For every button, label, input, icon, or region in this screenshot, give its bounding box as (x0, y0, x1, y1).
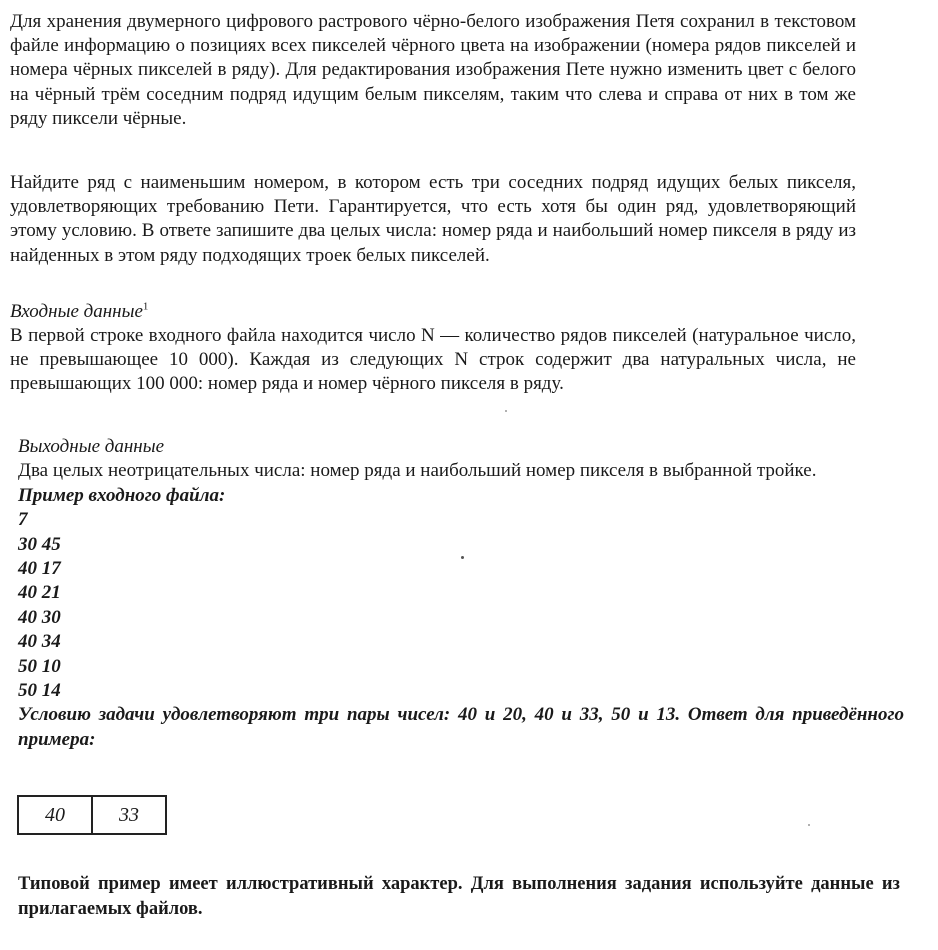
answer-row (18, 796, 166, 834)
example-line: 30 45 (18, 533, 61, 555)
input-description: В первой строке входного файла находится число N — количество рядов пикселей (натуральное число, не превышающее 10 000). Каждая из следующих N строк содержит два натуральных числа, не превышающих 100 000: номер ряда и номер чёрного пикселя в ряду. (10, 325, 856, 395)
example-line: 40 21 (18, 582, 61, 604)
example-line: 7 (18, 509, 28, 531)
example-heading: Пример входного файла: (18, 484, 226, 506)
output-heading: Выходные данные (18, 436, 165, 457)
scan-speck (461, 556, 464, 559)
footnote-mark: 1 (142, 300, 149, 313)
task-paragraph-2: Найдите ряд с наименьшим номером, в котором есть три соседних подряд идущих белых пикселя, удовлетворяющих требованию Пети. Гарантируется, что есть хотя бы один ряд, удовлетворяющий этому условию. В ответе запишите два целых числа: номер ряда и наибольший номер пикселя в ряду из найденных в этом ряду подходящих троек белых пикселей. (10, 172, 856, 266)
task-paragraph-1: Для хранения двумерного цифрового растрового чёрно-белого изображения Петя сохранил в текстовом файле информацию о позициях всех пикселей чёрного цвета на изображении (номера рядов пикселей и номера чёрных пикселей в ряду). Для редактирования изображения Пете нужно изменить цвет с белого на чёрный трём соседним подряд идущим белым пикселям, таким что слева и справа от них в том же ряду пиксели чёрные. (10, 11, 856, 129)
answer-table (17, 795, 167, 835)
example-line: 50 14 (18, 680, 61, 702)
output-section (18, 435, 904, 752)
example-line: 40 17 (18, 558, 61, 580)
answer-pixel-number: 33 (92, 796, 166, 834)
example-note: Условию задачи удовлетворяют три пары чисел: 40 и 20, 40 и 33, 50 и 13. Ответ для приведённого примера: (18, 704, 904, 750)
example-line: 40 34 (18, 631, 61, 653)
input-heading-text: Входные данные (10, 301, 143, 322)
example-line: 40 30 (18, 606, 61, 628)
output-description: Два целых неотрицательных числа: номер ряда и наибольший номер пикселя в выбранной тройке. (18, 460, 817, 482)
input-heading (10, 300, 148, 324)
example-input-lines (18, 508, 904, 703)
example-line: 50 10 (18, 655, 61, 677)
answer-row-number: 40 (18, 796, 92, 834)
scan-speck (505, 410, 507, 412)
scan-speck (808, 824, 810, 826)
footer-note: Типовой пример имеет иллюстративный характер. Для выполнения задания используйте данные из прилагаемых файлов. (18, 873, 900, 919)
